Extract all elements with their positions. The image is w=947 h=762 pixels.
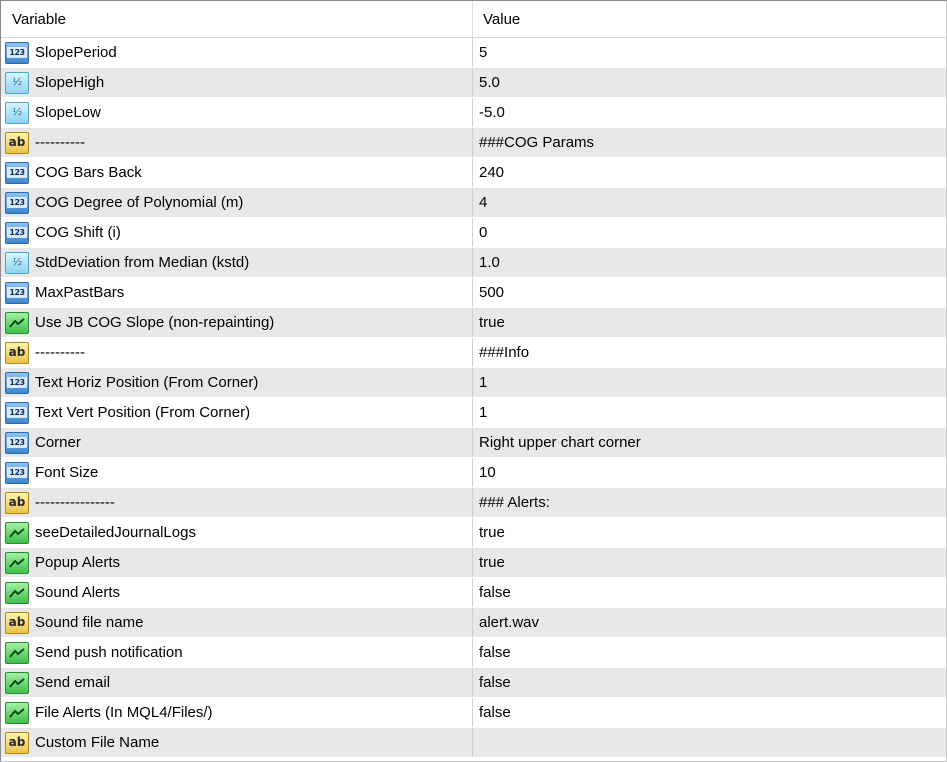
value-cell[interactable]: 240 [479,164,505,181]
variable-name: File Alerts (In MQL4/Files/) [35,704,213,721]
value-cell[interactable]: 1.0 [479,254,500,271]
integer-type-icon [5,432,29,454]
variable-name: Use JB COG Slope (non-repainting) [35,314,275,331]
variable-cell[interactable] [1,248,473,277]
value-cell[interactable]: ###Info [479,344,530,361]
variable-cell[interactable] [1,608,473,637]
table-row[interactable] [1,248,946,278]
icon-glyph: 123 [9,438,25,447]
table-row[interactable] [1,398,946,428]
variable-name: Sound Alerts [35,584,121,601]
variable-name: seeDetailedJournalLogs [35,524,196,541]
value-cell[interactable]: 5 [479,44,488,61]
variable-cell[interactable] [1,548,473,577]
integer-type-icon [5,192,29,214]
integer-type-icon [5,372,29,394]
variable-cell[interactable] [1,98,473,127]
value-cell[interactable]: 1 [479,374,488,391]
value-cell[interactable]: false [479,704,511,721]
value-cell[interactable]: false [479,644,511,661]
variable-name: Popup Alerts [35,554,121,571]
variable-name: Text Horiz Position (From Corner) [35,374,259,391]
table-row[interactable] [1,668,946,698]
variable-cell[interactable] [1,518,473,547]
boolean-type-icon [5,582,29,604]
value-cell[interactable]: 10 [479,464,496,481]
value-cell[interactable]: false [479,584,511,601]
variable-name: SlopePeriod [35,44,117,61]
variable-name: StdDeviation from Median (kstd) [35,254,250,271]
value-cell[interactable]: -5.0 [479,104,505,121]
table-row[interactable] [1,278,946,308]
boolean-type-icon [5,312,29,334]
boolean-type-icon [5,642,29,664]
string-type-icon: ab [5,612,29,634]
table-row[interactable] [1,608,946,638]
integer-type-icon [5,402,29,424]
table-row[interactable] [1,38,946,68]
variable-cell[interactable] [1,428,473,457]
grid-header [1,1,946,38]
table-row[interactable] [1,428,946,458]
value-cell[interactable]: true [479,554,505,571]
value-cell[interactable]: true [479,314,505,331]
variable-cell[interactable] [1,578,473,607]
table-row[interactable] [1,308,946,338]
string-type-icon: ab [5,132,29,154]
table-row[interactable] [1,188,946,218]
table-row[interactable] [1,518,946,548]
boolean-type-icon [5,672,29,694]
table-row[interactable] [1,338,946,368]
double-type-icon: ½ [5,252,29,274]
variable-name: Send push notification [35,644,183,661]
value-cell[interactable]: 1 [479,404,488,421]
variable-cell[interactable] [1,188,473,217]
table-row[interactable] [1,488,946,518]
variable-cell[interactable] [1,128,473,157]
variable-name: Sound file name [35,614,144,631]
string-type-icon: ab [5,492,29,514]
value-cell[interactable]: Right upper chart corner [479,434,641,451]
table-row[interactable] [1,368,946,398]
table-row[interactable] [1,458,946,488]
variable-name: Custom File Name [35,734,160,751]
variable-cell[interactable] [1,368,473,397]
variable-cell[interactable] [1,338,473,367]
variable-cell[interactable] [1,698,473,727]
variable-name: COG Bars Back [35,164,142,181]
variable-name: SlopeLow [35,104,101,121]
value-cell[interactable]: 0 [479,224,488,241]
value-cell[interactable]: ###COG Params [479,134,595,151]
variable-name: Font Size [35,464,99,481]
table-row[interactable] [1,218,946,248]
variable-name: Corner [35,434,81,451]
icon-glyph: 123 [9,378,25,387]
value-cell[interactable]: false [479,674,511,691]
value-cell[interactable]: 4 [479,194,488,211]
integer-type-icon [5,282,29,304]
variable-name: MaxPastBars [35,284,125,301]
integer-type-icon [5,42,29,64]
column-header-variable[interactable]: Variable [1,1,473,37]
double-type-icon: ½ [5,72,29,94]
double-type-icon: ½ [5,102,29,124]
variable-name: COG Degree of Polynomial (m) [35,194,244,211]
table-row[interactable] [1,638,946,668]
boolean-type-icon [5,552,29,574]
variable-name: ---------- [35,134,85,151]
table-row[interactable] [1,158,946,188]
icon-glyph: 123 [9,288,25,297]
variable-cell[interactable] [1,728,473,757]
variable-cell[interactable] [1,68,473,97]
value-cell[interactable] [473,728,946,757]
icon-glyph: 123 [9,408,25,417]
variable-name: COG Shift (i) [35,224,121,241]
icon-glyph: 123 [9,48,25,57]
parameter-rows [1,38,946,758]
string-type-icon: ab [5,732,29,754]
table-row[interactable] [1,548,946,578]
table-row[interactable] [1,68,946,98]
icon-glyph: 123 [9,468,25,477]
column-header-value[interactable]: Value [483,11,521,28]
icon-glyph: 123 [9,168,25,177]
variable-cell[interactable] [1,158,473,187]
boolean-type-icon [5,522,29,544]
variable-name: ---------- [35,344,85,361]
variable-cell[interactable] [1,38,473,67]
variable-name: ---------------- [35,494,115,511]
table-row[interactable] [1,728,946,758]
table-row[interactable] [1,98,946,128]
table-row[interactable] [1,578,946,608]
variable-name: SlopeHigh [35,74,105,91]
table-row[interactable] [1,698,946,728]
icon-glyph: 123 [9,198,25,207]
variable-cell[interactable] [1,488,473,517]
string-type-icon: ab [5,342,29,364]
value-cell[interactable]: alert.wav [479,614,540,631]
integer-type-icon [5,222,29,244]
variable-cell[interactable] [1,308,473,337]
boolean-type-icon [5,702,29,724]
value-cell[interactable]: true [479,524,505,541]
value-cell[interactable]: 5.0 [479,74,500,91]
value-cell[interactable]: ### Alerts: [479,494,550,511]
integer-type-icon [5,162,29,184]
variable-cell[interactable] [1,668,473,697]
icon-glyph: 123 [9,228,25,237]
variable-cell[interactable] [1,278,473,307]
value-cell[interactable]: 500 [479,284,505,301]
variable-name: Text Vert Position (From Corner) [35,404,251,421]
variable-cell[interactable] [1,218,473,247]
variable-cell[interactable] [1,638,473,667]
table-row[interactable] [1,128,946,158]
integer-type-icon [5,462,29,484]
variable-name: Send email [35,674,111,691]
variable-cell[interactable] [1,458,473,487]
variable-cell[interactable] [1,398,473,427]
